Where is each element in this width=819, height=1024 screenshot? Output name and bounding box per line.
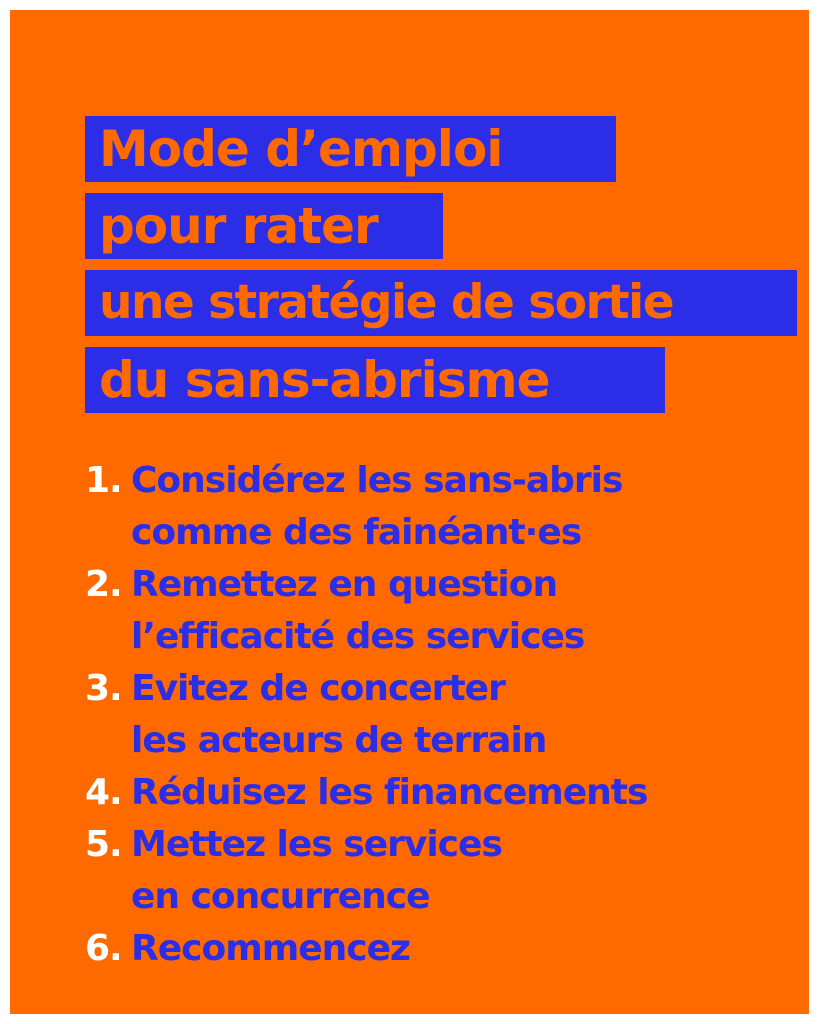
- step-text: Mettez les services: [131, 824, 502, 865]
- step-text-continued: comme des fainéant·es: [131, 512, 582, 553]
- step-text: Considérez les sans-abris: [131, 460, 623, 501]
- step-text: Evitez de concerter: [131, 668, 505, 709]
- step-number: 2.: [85, 564, 122, 605]
- title-line-1: Mode d’emploi: [85, 116, 616, 182]
- title-line-3: une stratégie de sortie: [85, 270, 797, 336]
- step-text-continued: en concurrence: [131, 876, 430, 917]
- step-3: [85, 663, 785, 767]
- steps-list: [85, 455, 785, 975]
- title-line-4: du sans-abrisme: [85, 347, 665, 413]
- step-5: [85, 819, 785, 923]
- step-2: [85, 559, 785, 663]
- step-number: 1.: [85, 460, 122, 501]
- step-text: Réduisez les financements: [131, 772, 648, 813]
- title-line-2: pour rater: [85, 193, 443, 259]
- step-number: 5.: [85, 824, 122, 865]
- step-6: [85, 923, 785, 975]
- step-number: 4.: [85, 772, 122, 813]
- step-number: 6.: [85, 928, 122, 969]
- step-text-continued: l’efficacité des services: [131, 616, 585, 657]
- step-number: 3.: [85, 668, 122, 709]
- step-text: Remettez en question: [131, 564, 558, 605]
- step-1: [85, 455, 785, 559]
- step-text: Recommencez: [131, 928, 410, 969]
- step-text-continued: les acteurs de terrain: [131, 720, 547, 761]
- poster: [10, 10, 809, 1014]
- step-4: [85, 767, 785, 819]
